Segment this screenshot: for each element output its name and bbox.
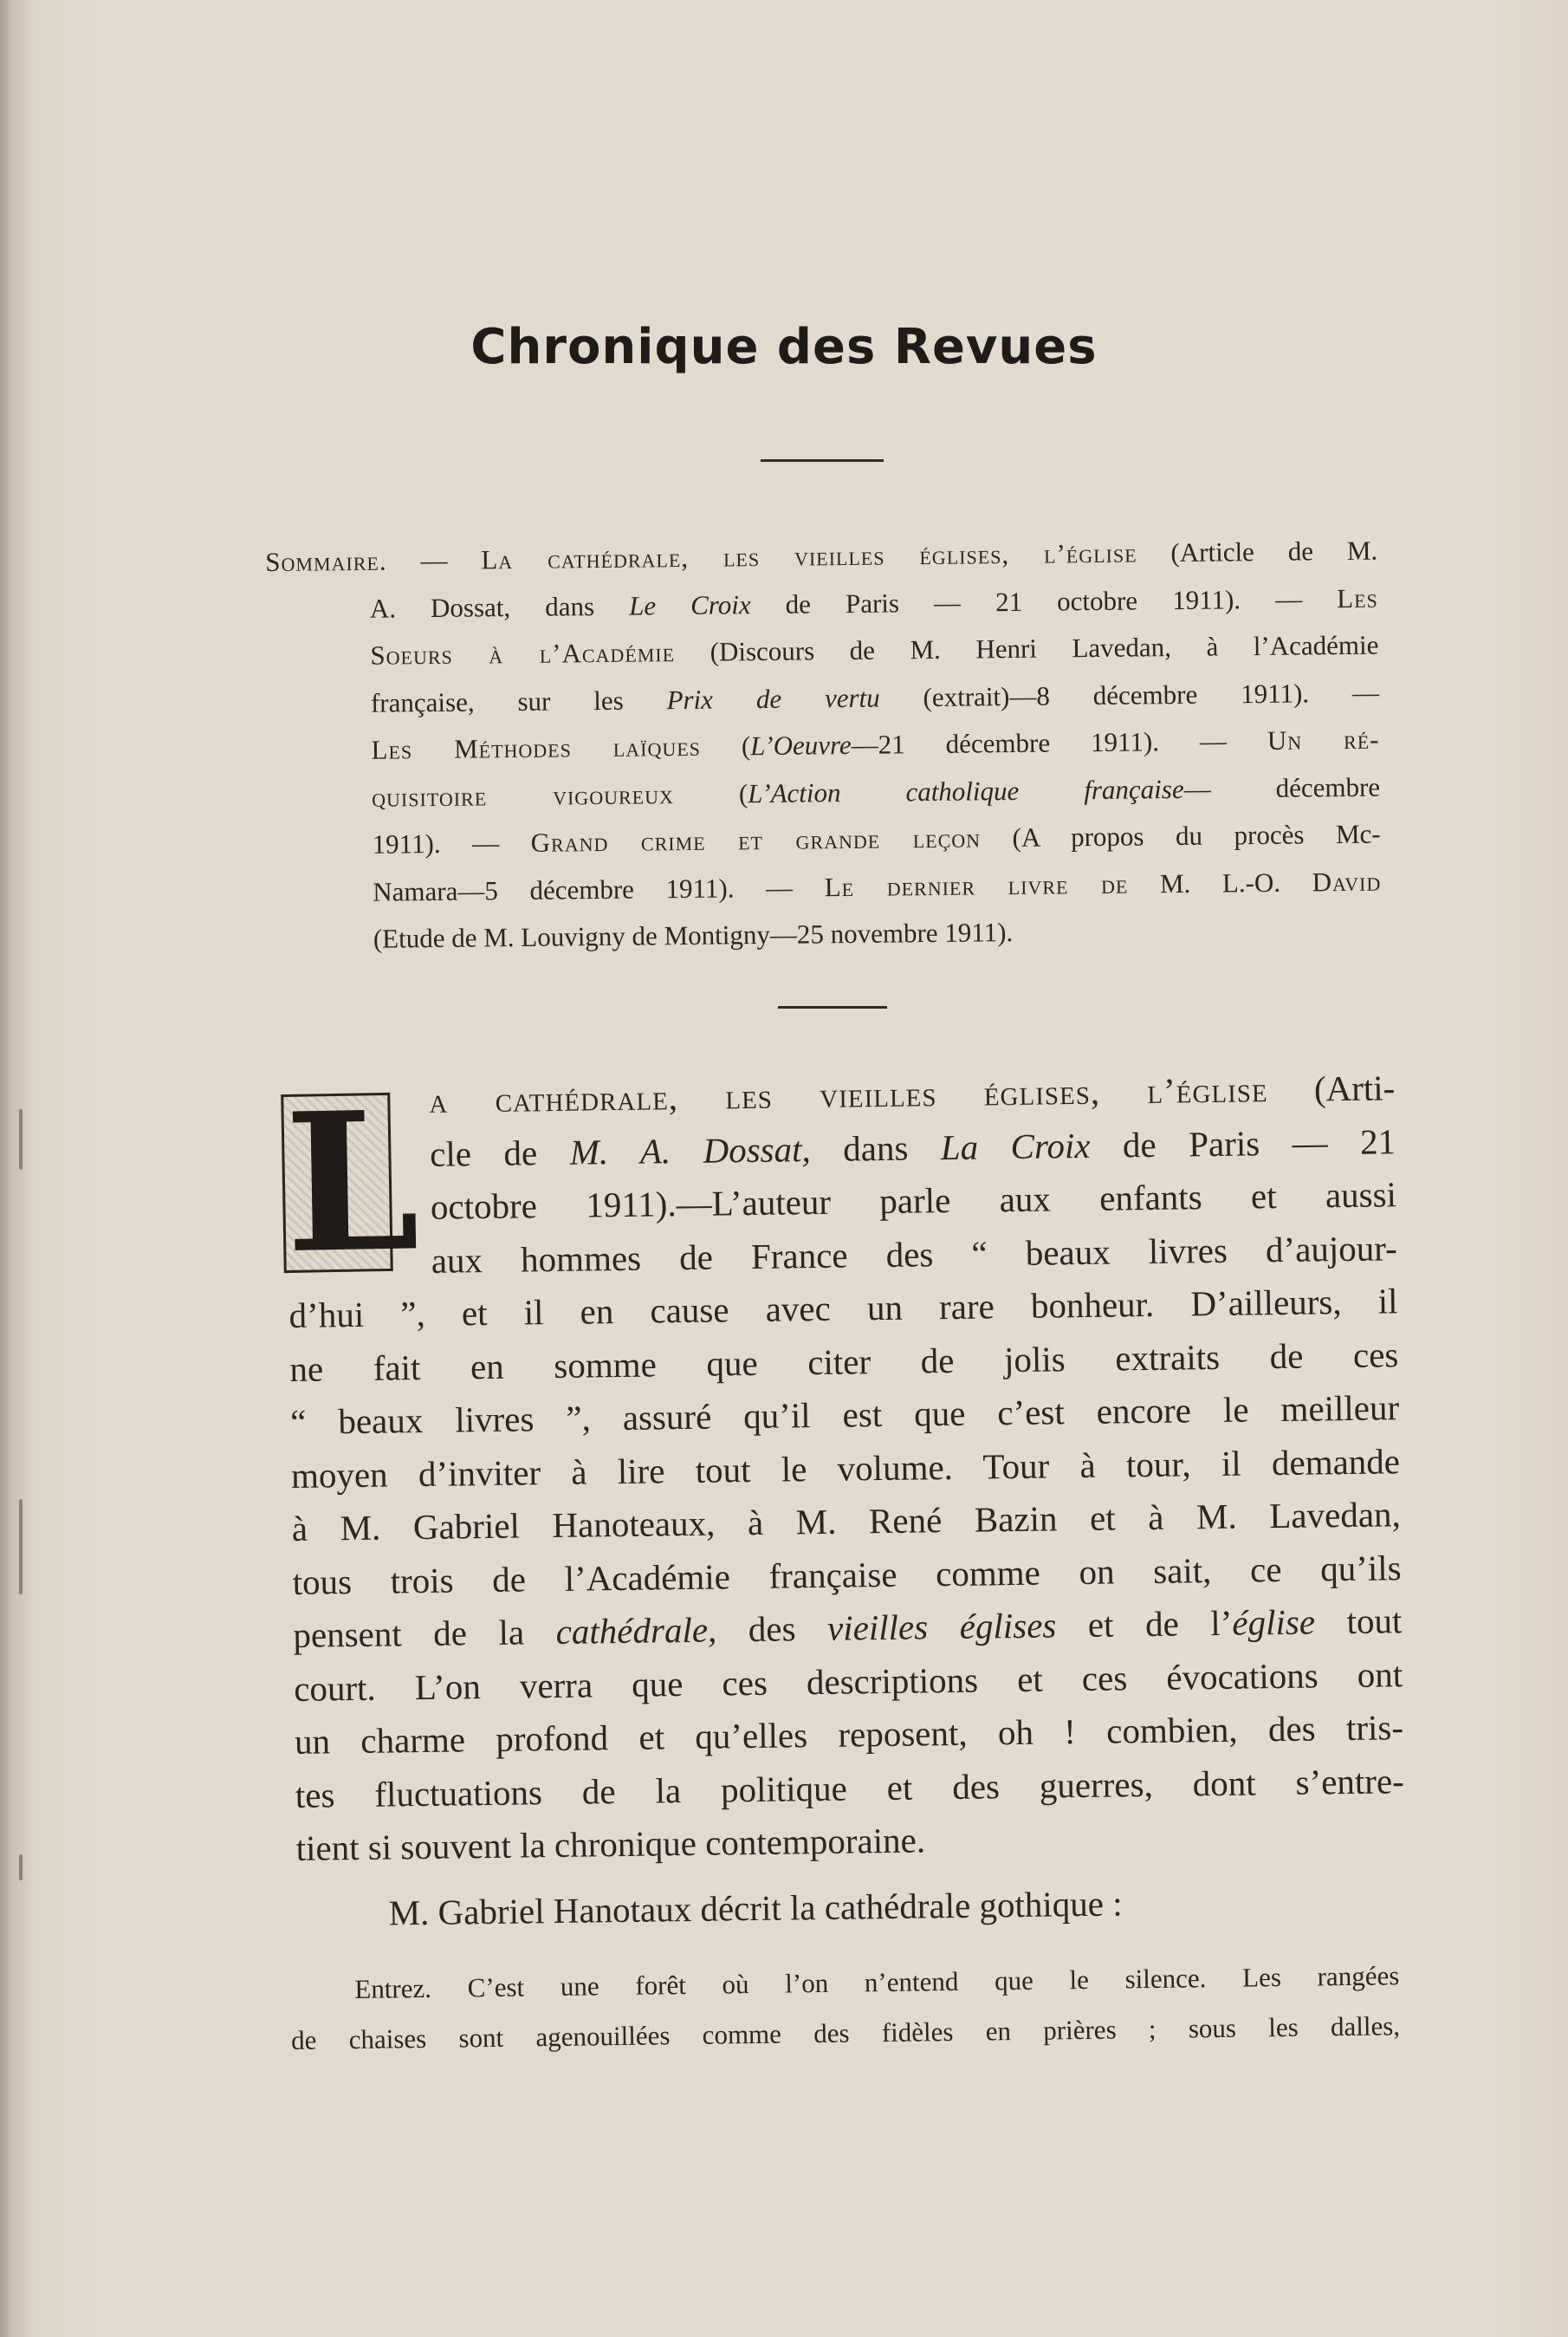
body-line: court. L’on verra que ces descriptions et ces évocations ont (293, 1653, 1403, 1709)
body-line: a cathédrale, les vieilles églises, l’église (Arti- (429, 1068, 1396, 1120)
body-line: moyen d’inviter à lire tout le volume. Tour à tour, il demande (290, 1440, 1401, 1496)
body-line: tous trois de l’Académie française comme on sait, ce qu’ils (292, 1547, 1402, 1602)
body-line: à M. Gabriel Hanoteaux, à M. René Bazin et à M. Lavedan, (291, 1494, 1402, 1548)
binding-mark (19, 1854, 23, 1880)
summary-line: Les Méthodes laïques (L’Oeuvre—21 décembre 1911). — Un ré- (371, 724, 1380, 765)
summary-block (265, 528, 1382, 964)
article-body (286, 1061, 1406, 1941)
summary-line: française, sur les Prix de vertu (extrait)—8 décembre 1911). — (370, 677, 1380, 718)
summary-line: Sommaire. — La cathédrale, les vieilles églises, l’église (Article de M. (265, 535, 1378, 578)
body-line: aux hommes de France des “ beaux livres d’aujour- (431, 1227, 1397, 1281)
body-line: d’hui ”, et il en cause avec un rare bonheur. D’ailleurs, il (288, 1281, 1398, 1335)
body-line: tient si souvent la chronique contemporaine. (295, 1820, 926, 1868)
quoted-excerpt (290, 1951, 1400, 2066)
summary-line: quisitoire vigoureux (L’Action catholique française— décembre (371, 771, 1381, 813)
binding-mark (19, 1109, 23, 1170)
body-line: M. Gabriel Hanotaux décrit la cathédrale gothique : (388, 1882, 1123, 1933)
summary-line: (Etude de M. Louvigny de Montigny—25 novembre 1911). (373, 917, 1014, 954)
summary-line: 1911). — Grand crime et grande leçon (A propos du procès Mc- (372, 818, 1381, 860)
page-title: Chronique des Revues (470, 319, 1098, 375)
body-line: tes fluctuations de la politique et des guerres, dont s’entre- (295, 1760, 1405, 1815)
binding-mark (19, 1499, 23, 1594)
body-line: pensent de la cathédrale, des vieilles églises et de l’église tout (293, 1600, 1403, 1655)
ornamental-drop-cap: L (281, 1093, 393, 1273)
quote-line: de chaises sont agenouillées comme des fidèles en prières ; sous les dalles, (290, 2010, 1401, 2055)
section-divider (778, 1006, 887, 1009)
summary-line: Soeurs à l’Académie (Discours de M. Henri Lavedan, à l’Académie (370, 629, 1379, 671)
body-line: octobre 1911).—L’auteur parle aux enfants et aussi (430, 1174, 1397, 1227)
summary-line: A. Dossat, dans Le Croix de Paris — 21 octobre 1911). — Les (369, 582, 1378, 624)
title-divider (761, 459, 884, 462)
summary-line: Namara—5 décembre 1911). — Le dernier livre de M. L.-O. David (373, 866, 1382, 907)
body-line: cle de M. A. Dossat, dans La Croix de Paris — 21 (429, 1120, 1396, 1174)
body-line: “ beaux livres ”, assuré qu’il est que c’est encore le meilleur (289, 1387, 1400, 1442)
body-line: un charme profond et qu’elles reposent, oh ! combien, des tris- (294, 1707, 1404, 1762)
body-line: ne fait en somme que citer de jolis extraits de ces (289, 1334, 1399, 1389)
quote-line: Entrez. C’est une forêt où l’on n’entend que le silence. Les rangées (354, 1960, 1400, 2005)
